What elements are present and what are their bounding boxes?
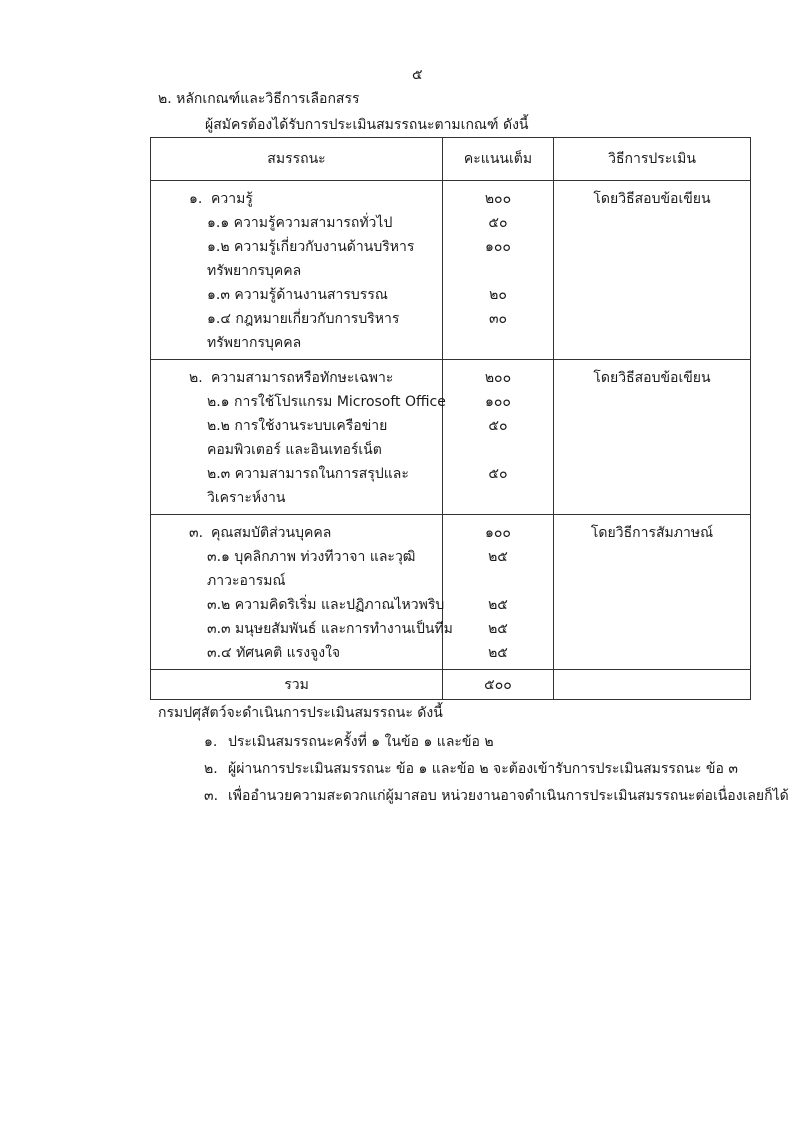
score-cell (443, 181, 554, 360)
group-number: ๓. (189, 525, 204, 541)
group-title: คุณสมบัติส่วนบุคคล (211, 525, 332, 541)
sub-item-label: ภาวะอารมณ์ (207, 573, 286, 589)
spacer (443, 331, 553, 355)
sub-item-score: ๕๐ (488, 215, 508, 231)
sub-item-score: ๒๐ (489, 287, 507, 303)
group-title-line (151, 366, 442, 390)
sub-item-label: ๑.๑ ความรู้ความสามารถทั่วไป (207, 215, 393, 231)
group-number: ๒. (189, 370, 203, 386)
table-row-group (151, 360, 751, 515)
header-method: วิธีการประเมิน (554, 138, 751, 181)
sub-item-label: คอมพิวเตอร์ และอินเทอร์เน็ต (207, 442, 382, 458)
sub-item-label: ๑.๔ กฎหมายเกี่ยวกับการบริหาร (207, 311, 400, 327)
score-cell (443, 360, 554, 515)
step-number: ๒. (204, 761, 218, 777)
sub-item-score: ๒๕ (488, 621, 508, 637)
group-method: โดยวิธีสอบข้อเขียน (593, 370, 711, 386)
step-text: ประเมินสมรรถนะครั้งที่ ๑ ในข้อ ๑ และข้อ ๒ (228, 734, 494, 750)
step-number: ๓. (204, 788, 219, 804)
spacer (443, 259, 553, 283)
sub-item-label: ๑.๒ ความรู้เกี่ยวกับงานด้านบริหาร (207, 239, 415, 255)
table-row-group (151, 515, 751, 670)
page-number: ๕ (412, 67, 423, 83)
section-title: ๒. หลักเกณฑ์และวิธีการเลือกสรร (158, 91, 360, 107)
competency-table (150, 137, 751, 700)
sub-item-label: ๓.๔ ทัศนคติ แรงจูงใจ (207, 645, 341, 661)
header-full-score: คะแนนเต็ม (443, 138, 554, 181)
table-total-row (151, 670, 751, 700)
method-cell (554, 181, 751, 360)
group-method: โดยวิธีการสัมภาษณ์ (590, 525, 714, 541)
sub-item-label: ๒.๑ การใช้โปรแกรม Microsoft Office (207, 394, 446, 410)
score-cell (443, 515, 554, 670)
total-label: รวม (151, 670, 443, 700)
outro-text: กรมปศุสัตว์จะดำเนินการประเมินสมรรถนะ ดังนี้ (158, 705, 443, 721)
table-row-group (151, 181, 751, 360)
spacer (443, 486, 553, 510)
sub-item-score: ๒๕ (488, 597, 508, 613)
group-method: โดยวิธีสอบข้อเขียน (593, 191, 711, 207)
sub-item-label: ๓.๑ บุคลิกภาพ ท่วงทีวาจา และวุฒิ (207, 549, 416, 565)
group-title: ความสามารถหรือทักษะเฉพาะ (211, 370, 394, 386)
group-score: ๒๐๐ (484, 191, 512, 207)
step-text: เพื่ออำนวยความสะดวกแก่ผู้มาสอบ หน่วยงานอาจดำเนินการประเมินสมรรถนะต่อเนื่องเลยก็ได้ (228, 788, 789, 804)
sub-item-label: ๒.๒ การใช้งานระบบเครือข่าย (207, 418, 388, 434)
step-number: ๑. (204, 734, 218, 750)
step-item (204, 785, 789, 807)
sub-item-score: ๑๐๐ (485, 239, 511, 255)
sub-item-label: ทรัพยากรบุคคล (207, 335, 302, 351)
sub-item-score: ๕๐ (488, 418, 508, 434)
step-text: ผู้ผ่านการประเมินสมรรถนะ ข้อ ๑ และข้อ ๒ จะต้องเข้ารับการประเมินสมรรถนะ ข้อ ๓ (228, 761, 738, 777)
competency-cell (151, 515, 453, 670)
sub-item-label: ๓.๒ ความคิดริเริ่ม และปฏิภาณไหวพริบ (207, 597, 445, 613)
method-cell (554, 515, 751, 670)
total-empty-cell (554, 670, 751, 700)
sub-item-label: ทรัพยากรบุคคล (207, 263, 302, 279)
spacer (443, 438, 553, 462)
group-title: ความรู้ (211, 191, 253, 207)
group-score: ๒๐๐ (484, 370, 512, 386)
step-item (204, 731, 494, 753)
spacer (443, 569, 553, 593)
total-score: ๕๐๐ (443, 670, 554, 700)
sub-item-score: ๒๕ (488, 549, 508, 565)
sub-item-score: ๑๐๐ (485, 394, 511, 410)
sub-item-label: ๑.๓ ความรู้ด้านงานสารบรรณ (207, 287, 388, 303)
sub-item-score: ๓๐ (488, 311, 508, 327)
header-competency: สมรรถนะ (151, 138, 443, 181)
competency-cell (151, 360, 446, 515)
group-number: ๑. (189, 191, 203, 207)
sub-item-score: ๒๕ (488, 645, 508, 661)
sub-item-label: วิเคราะห์งาน (207, 490, 286, 506)
table-header-row (151, 138, 751, 181)
sub-item-score: ๕๐ (488, 466, 508, 482)
group-score: ๑๐๐ (485, 525, 511, 541)
group-title-line (151, 521, 442, 545)
sub-item-label: ๓.๓ มนุษยสัมพันธ์ และการทำงานเป็นทีม (207, 621, 453, 637)
method-cell (554, 360, 751, 515)
competency-cell (151, 181, 443, 360)
sub-item-label: ๒.๓ ความสามารถในการสรุปและ (207, 466, 409, 482)
group-title-line (151, 187, 442, 211)
intro-text: ผู้สมัครต้องได้รับการประเมินสมรรถนะตามเกณฑ์ ดังนี้ (205, 117, 529, 133)
step-item (204, 758, 738, 780)
